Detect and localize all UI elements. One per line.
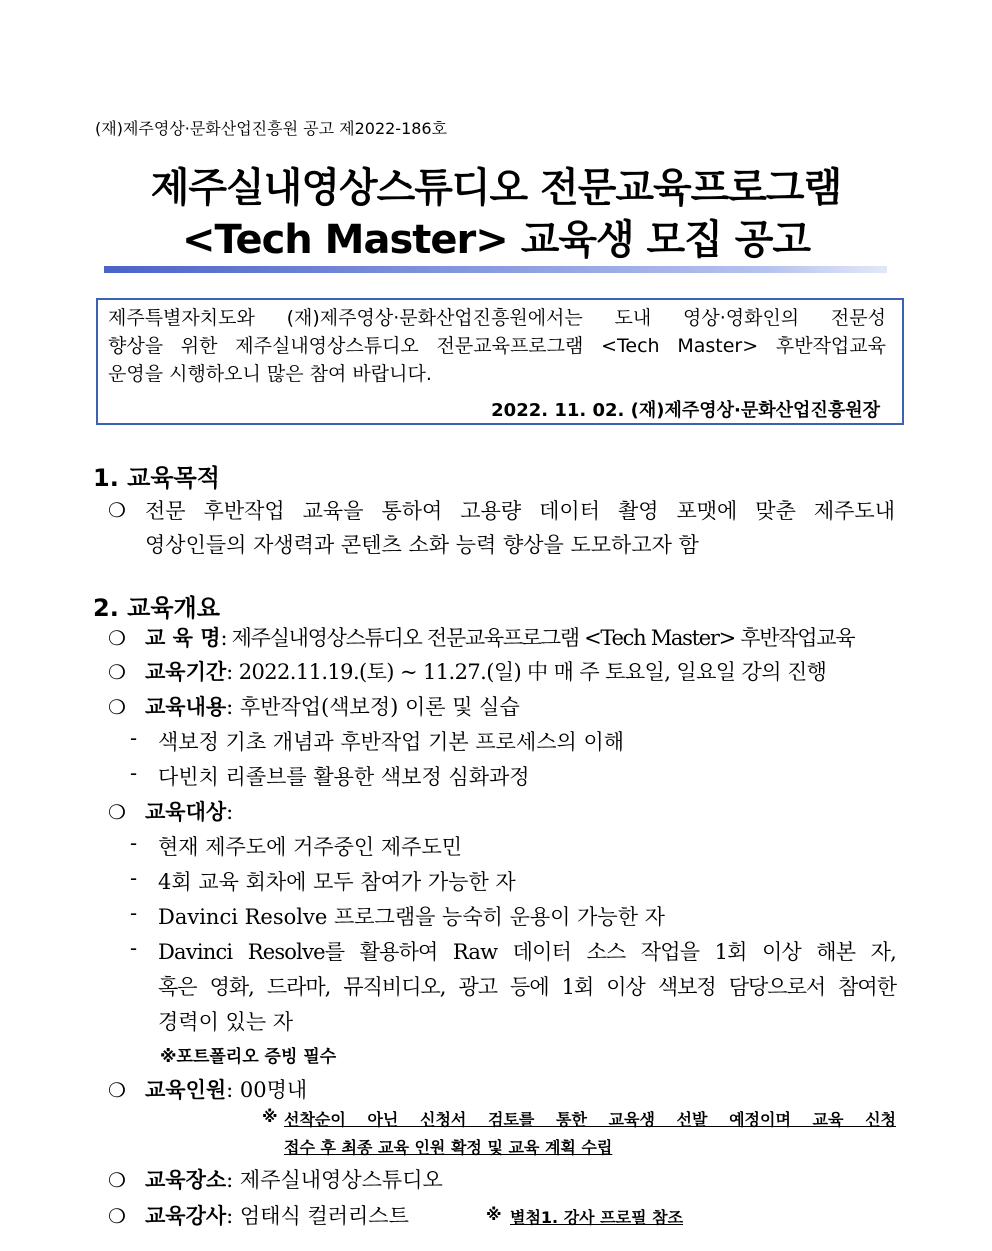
dash-marker: - xyxy=(130,831,138,855)
edu-content-item-1: 색보정 기초 개념과 후반작업 기본 프로세스의 이해 xyxy=(158,730,625,754)
edu-name-row xyxy=(145,622,854,652)
edu-place-value: : 제주실내영상스튜디오 xyxy=(226,1168,443,1192)
edu-target-item-1: 현재 제주도에 거주중인 제주도민 xyxy=(158,835,463,859)
count-note-line-1: 선착순이 아닌 신청서 검토를 통한 교육생 선발 예정이며 교육 신청 xyxy=(284,1110,896,1129)
dash-marker: - xyxy=(130,726,138,750)
bullet-icon: ❍ xyxy=(108,800,126,824)
bullet-icon: ❍ xyxy=(108,626,126,650)
edu-content-label: 교육내용 xyxy=(145,694,227,719)
edu-target-label: 교육대상 xyxy=(145,799,227,824)
dash-marker: - xyxy=(130,761,138,785)
instructor-note: 별첨1. 강사 프로필 참조 xyxy=(510,1208,684,1227)
notice-number: (재)제주영상·문화산업진흥원 공고 제2022-186호 xyxy=(95,119,448,138)
instructor-note-mark: ※ xyxy=(486,1205,502,1224)
edu-target-item-4-line-1: Davinci Resolve를 활용하여 Raw 데이터 소스 작업을 1회 이상 해본 자, xyxy=(158,940,896,964)
edu-target-colon: : xyxy=(226,800,234,824)
bullet-icon: ❍ xyxy=(108,695,126,719)
dash-marker: - xyxy=(130,936,138,960)
edu-instructor-value: : 엄태식 컬러리스트 xyxy=(226,1204,409,1228)
edu-target-item-4-line-3: 경력이 있는 자 xyxy=(158,1010,294,1034)
bullet-icon: ❍ xyxy=(108,660,126,684)
title-underline-bar xyxy=(104,266,887,273)
count-note-line-2: 접수 후 최종 교육 인원 확정 및 교육 계획 수립 xyxy=(284,1138,613,1157)
edu-count-label: 교육인원 xyxy=(145,1077,227,1102)
intro-line-3: 운영을 시행하오니 많은 참여 바랍니다. xyxy=(108,363,432,385)
edu-content-value: : 후반작업(색보정) 이론 및 실습 xyxy=(226,695,520,719)
page-title-line1: 제주실내영상스튜디오 전문교육프로그램 xyxy=(150,165,842,211)
intro-line-1: 제주특별자치도와 (재)제주영상·문화산업진흥원에서는 도내 영상·영화인의 전문성 xyxy=(108,307,886,329)
dash-marker: - xyxy=(130,901,138,925)
edu-name-value: : 제주실내영상스튜디오 전문교육프로그램 <Tech Master> 후반작업교육 xyxy=(220,626,855,650)
edu-count-row xyxy=(145,1074,307,1104)
intro-line-2: 향상을 위한 제주실내영상스튜디오 전문교육프로그램 <Tech Master> 후반작업교육 xyxy=(108,335,886,357)
edu-target-item-4-line-2: 혹은 영화, 드라마, 뮤직비디오, 광고 등에 1회 이상 색보정 담당으로서 참여한 xyxy=(158,975,896,999)
edu-place-label: 교육장소 xyxy=(145,1167,227,1192)
edu-target-item-2: 4회 교육 회차에 모두 참여가 가능한 자 xyxy=(158,870,516,894)
section2-heading: 2. 교육개요 xyxy=(93,594,220,622)
section1-heading: 1. 교육목적 xyxy=(93,464,220,492)
bullet-icon: ❍ xyxy=(108,1168,126,1192)
edu-count-value: : 00명내 xyxy=(226,1078,308,1102)
edu-name-label: 교 육 명 xyxy=(145,625,221,650)
intro-date-org: 2022. 11. 02. (재)제주영상·문화산업진흥원장 xyxy=(491,400,880,421)
section1-line-2: 영상인들의 자생력과 콘텐츠 소화 능력 향상을 도모하고자 함 xyxy=(145,533,699,557)
section1-bullet-icon: ❍ xyxy=(108,498,126,522)
edu-period-label: 교육기간 xyxy=(145,659,227,684)
edu-content-item-2: 다빈치 리졸브를 활용한 색보정 심화과정 xyxy=(158,765,530,789)
portfolio-note: ※포트폴리오 증빙 필수 xyxy=(160,1047,337,1067)
page-title-line2: <Tech Master> 교육생 모집 공고 xyxy=(181,217,811,263)
edu-period-value: : 2022.11.19.(토) ~ 11.27.(일) 中 매 주 토요일, 일요일 강의 진행 xyxy=(226,660,827,684)
edu-content-row xyxy=(145,691,520,721)
edu-target-row xyxy=(145,796,233,826)
edu-period-row xyxy=(145,656,826,686)
bullet-icon: ❍ xyxy=(108,1078,126,1102)
edu-instructor-row xyxy=(145,1200,409,1230)
edu-place-row xyxy=(145,1164,443,1194)
bullet-icon: ❍ xyxy=(108,1204,126,1228)
edu-target-item-3: Davinci Resolve 프로그램을 능숙히 운용이 가능한 자 xyxy=(158,905,665,929)
count-note-mark: ※ xyxy=(262,1107,278,1126)
section1-line-1: 전문 후반작업 교육을 통하여 고용량 데이터 촬영 포맷에 맞춘 제주도내 xyxy=(145,499,895,523)
dash-marker: - xyxy=(130,866,138,890)
edu-instructor-label: 교육강사 xyxy=(145,1203,227,1228)
